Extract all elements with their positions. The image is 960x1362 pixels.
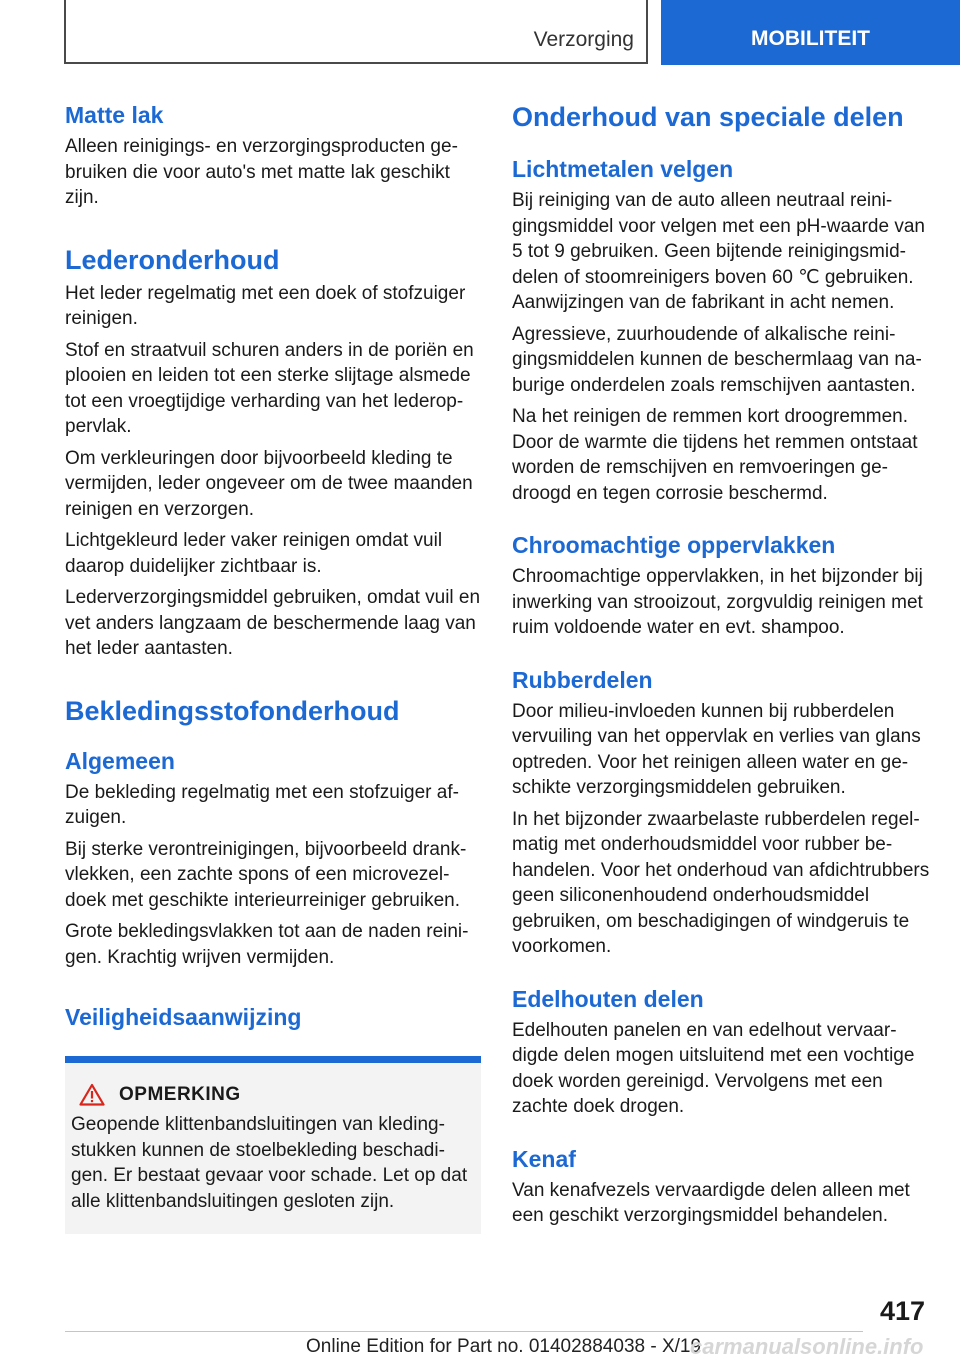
leather-care-heading: Lederonderhoud bbox=[65, 244, 280, 275]
notice-text: Geopende klittenbandsluitingen van kledingstukken kunnen de stoelbekleding beschadigen. Er bestaat gevaar voor schade. Let op dat alle klittenbandsluitingen gesloten zijn. bbox=[71, 1114, 468, 1212]
leather-text-5: Lederverzorgingsmiddel gebruiken, omdat vuil en vet anders langzaam de beschermende laag van het leder aantasten. bbox=[65, 587, 481, 659]
fabric-care-heading: Bekledingsstofonderhoud bbox=[65, 695, 400, 726]
alloy-wheels-heading: Lichtmetalen velgen bbox=[512, 156, 734, 182]
leather-text-1: Het leder regelmatig met een doek of stofzuiger reinigen. bbox=[65, 282, 466, 329]
general-text-3: Grote bekledingsvlakken tot aan de naden reinigen. Krachtig wrijven vermijden. bbox=[65, 921, 469, 968]
matte-paint-heading: Matte lak bbox=[65, 102, 164, 128]
page-header bbox=[0, 0, 960, 66]
right-column bbox=[512, 100, 932, 1229]
alloy-text-3: Na het reinigen de remmen kort droogremmen. Door de warmte die tijdens het remmen ontstaat worden de remschijven en remvoeringen gedroogd en tegen corrosie beschermd. bbox=[512, 406, 918, 504]
kenaf-text-1: Van kenafvezels vervaardigde delen alleen met een geschikt verzorgingsmiddel behandelen. bbox=[512, 1179, 910, 1226]
rubber-parts-heading: Rubberdelen bbox=[512, 666, 653, 693]
fine-wood-text-1: Edelhouten panelen en van edelhout vervaardigde delen mogen uitsluitend met een vochtige doek worden gereinigd. Vervolgens met een zachte doek drogen. bbox=[512, 1019, 915, 1117]
rubber-text-2: In het bijzonder zwaarbelaste rubberdelen regelmatig met onderhoudsmiddel voor rubber behandelen. Voor het onderhoud van afdichtrubbers geen siliconenhoudend onderhoudsmiddel gebruiken, om beschadigingen of windgeruis te voorkomen. bbox=[512, 808, 930, 957]
header-chapter-tab: MOBILITEIT bbox=[661, 0, 960, 65]
page-number: 417 bbox=[880, 1296, 926, 1326]
fine-wood-heading: Edelhouten delen bbox=[512, 985, 704, 1012]
alloy-text-1: Bij reiniging van de auto alleen neutraal reinigingsmiddel voor velgen met een pH-waarde van 5 tot 9 gebruiken. Geen bijtende reinigingsmiddelen of stoomreinigers boven 60 ℃ gebruiken. Aanwijzingen van de fabrikant in acht nemen. bbox=[512, 190, 925, 313]
leather-text-2: Stof en straatvuil schuren anders in de poriën en plooien en leiden tot een sterke slijtage alsmede tot een vroegtijdige verharding van het lederoppervlak. bbox=[65, 339, 474, 437]
footer-edition: Online Edition for Part no. 01402884038 - X/19 bbox=[306, 1336, 702, 1357]
left-column bbox=[65, 100, 481, 1234]
kenaf-heading: Kenaf bbox=[512, 1145, 576, 1172]
notice-label: OPMERKING bbox=[119, 1083, 241, 1105]
header-section-title: Verzorging bbox=[533, 28, 634, 51]
chrome-text-1: Chroomachtige oppervlakken, in het bijzonder bij inwerking van strooizout, zorgvuldig reinigen met ruim voldoende water en evt. shampoo. bbox=[512, 566, 923, 638]
leather-text-3: Om verkleuringen door bijvoorbeeld kleding te vermijden, leder ongeveer om de twee maanden reinigen en verzorgen. bbox=[65, 447, 473, 520]
general-text-2: Bij sterke verontreinigingen, bijvoorbeeld drankvlekken, een zachte spons of een microvezeldoek met geschikte interieurreiniger gebruiken. bbox=[65, 838, 467, 911]
header-section-box bbox=[64, 0, 648, 64]
general-heading: Algemeen bbox=[65, 747, 175, 774]
footer-divider bbox=[65, 1331, 863, 1332]
footer-watermark: carmanualsonline.info bbox=[690, 1334, 924, 1359]
warning-triangle-icon bbox=[79, 1083, 105, 1106]
leather-text-4: Lichtgekleurd leder vaker reinigen omdat vuil daarop duidelijker zichtbaar is. bbox=[65, 530, 443, 577]
safety-heading: Veiligheidsaanwijzing bbox=[65, 1004, 302, 1030]
matte-paint-text: Alleen reinigings- en verzorgingsproducten gebruiken die voor auto's met matte lak geschikt zijn. bbox=[65, 136, 458, 208]
notice-header bbox=[71, 1083, 473, 1106]
general-text-1: De bekleding regelmatig met een stofzuiger afzuigen. bbox=[65, 781, 459, 828]
special-parts-heading: Onderhoud van speciale delen bbox=[512, 102, 904, 132]
alloy-text-2: Agressieve, zuurhoudende of alkalische reinigingsmiddelen kunnen de beschermlaag van naburige onderdelen zoals remschijven aantasten. bbox=[512, 323, 922, 396]
notice-box bbox=[65, 1056, 481, 1234]
chrome-surfaces-heading: Chroomachtige oppervlakken bbox=[512, 532, 836, 558]
rubber-text-1: Door milieu-invloeden kunnen bij rubberdelen vervuiling van het oppervlak en verlies van glans optreden. Voor het reinigen alleen water en geschikte verzorgingsmiddelen gebruiken. bbox=[512, 700, 921, 798]
